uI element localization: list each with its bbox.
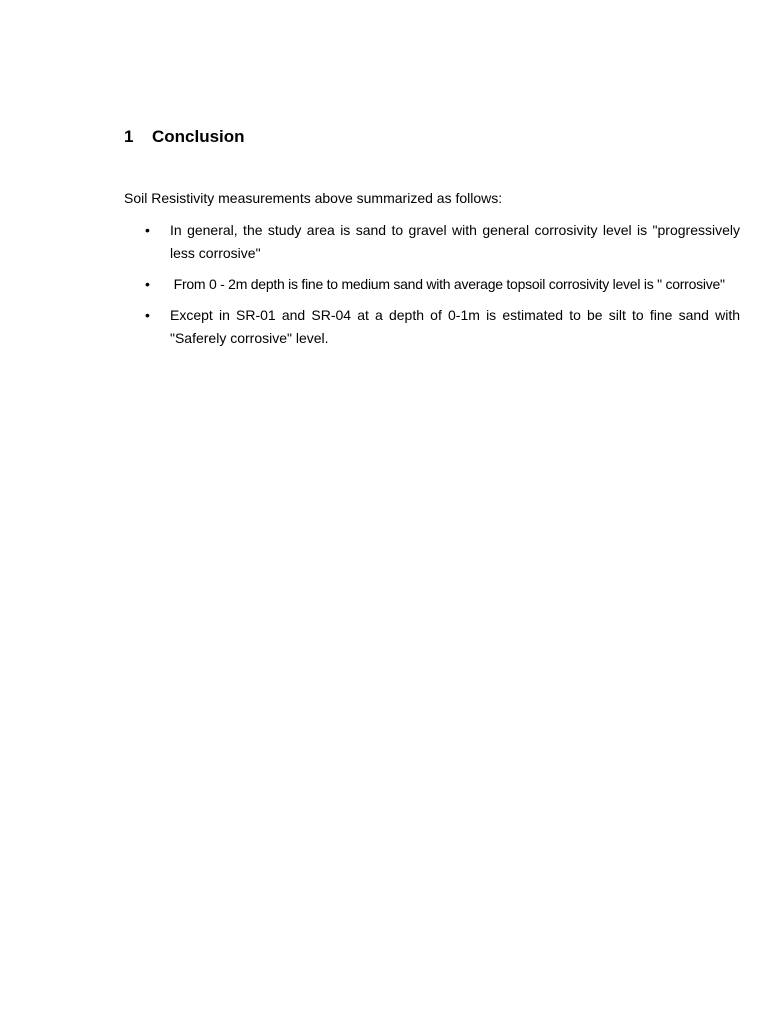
bullet-icon: •: [145, 276, 150, 292]
bullet-text: From 0 - 2m depth is fine to medium sand with average topsoil corrosivity level is " corrosive": [170, 276, 725, 292]
list-item: [124, 219, 740, 265]
intro-paragraph: Soil Resistivity measurements above summarized as follows:: [124, 190, 503, 206]
list-item: [124, 304, 740, 350]
bullet-text: Except in SR-01 and SR-04 at a depth of 0-1m is estimated to be silt to fine sand with "Saferely corrosive" level.: [170, 307, 740, 346]
bullet-icon: •: [145, 222, 150, 238]
section-heading: [124, 126, 245, 148]
bullet-icon: •: [145, 307, 150, 323]
section-number: 1: [124, 127, 134, 146]
list-item: [124, 273, 740, 296]
section-title: Conclusion: [152, 127, 245, 146]
bullet-text: In general, the study area is sand to gravel with general corrosivity level is "progressively less corrosive": [170, 222, 740, 261]
bullet-list: [124, 219, 740, 358]
